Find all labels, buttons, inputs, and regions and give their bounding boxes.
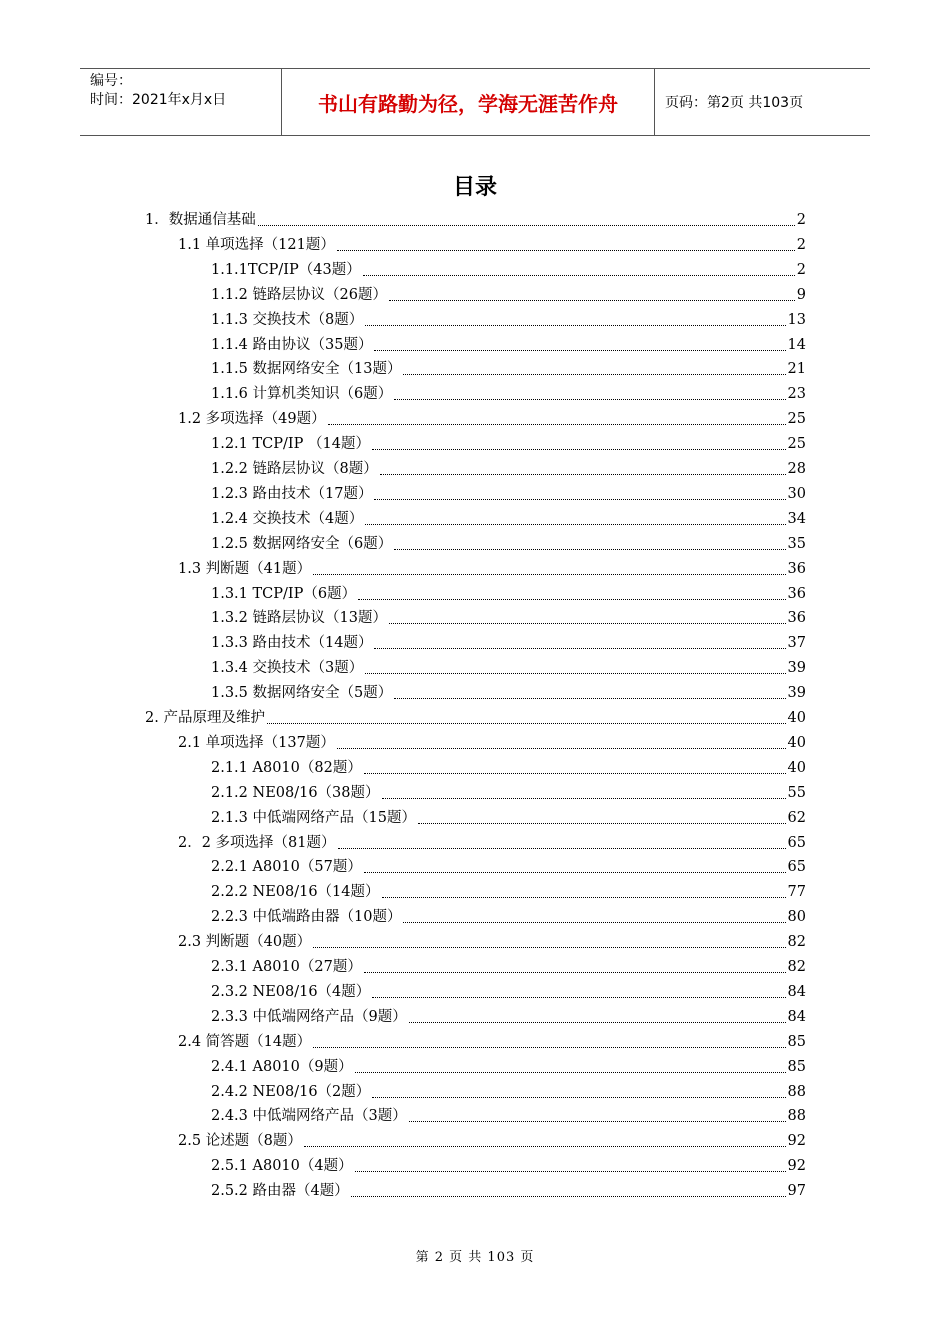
toc-entry-title: 1.3.5 数据网络安全（5题）: [211, 685, 393, 702]
toc-entry-title: 2.4.2 NE08/16（2题）: [211, 1083, 371, 1100]
toc-entry[interactable]: [211, 1080, 806, 1105]
toc-entry[interactable]: [211, 432, 806, 457]
toc-dot-leader: [372, 449, 786, 450]
toc-entry[interactable]: [211, 582, 806, 607]
toc-dot-leader: [328, 424, 786, 425]
toc-entry-page: 92: [787, 1133, 806, 1150]
toc-entry-page: 82: [787, 959, 806, 975]
toc-entry[interactable]: [211, 1179, 806, 1204]
toc-entry-title: 1.2.4 交换技术（4题）: [211, 510, 364, 527]
toc-dot-leader: [313, 1047, 785, 1048]
toc-entry[interactable]: [211, 308, 806, 333]
toc-dot-leader: [409, 1022, 786, 1023]
toc-entry[interactable]: [178, 831, 806, 856]
toc-entry[interactable]: [211, 880, 806, 905]
toc-entry-page: 2: [796, 236, 806, 253]
toc-dot-leader: [374, 499, 785, 500]
toc-dot-leader: [382, 798, 786, 799]
toc-entry-title: 1.1.3 交换技术（8题）: [211, 311, 364, 328]
toc-dot-leader: [372, 997, 785, 998]
header-page-info: 页码：第2页 共103页: [665, 95, 804, 111]
toc-entry[interactable]: [178, 557, 806, 582]
toc-entry-title: 1.2 多项选择（49题）: [178, 411, 326, 428]
toc-entry[interactable]: [178, 731, 806, 756]
toc-dot-leader: [374, 350, 785, 351]
toc-dot-leader: [304, 1146, 786, 1147]
toc-entry[interactable]: [211, 1154, 806, 1179]
toc-entry-title: 2.1.2 NE08/16（38题）: [211, 784, 380, 801]
toc-entry-title: 1.2.1 TCP/IP （14题）: [211, 436, 370, 453]
toc-entry[interactable]: [211, 357, 806, 382]
toc-dot-leader: [313, 574, 785, 575]
toc-dot-leader: [363, 275, 795, 276]
toc-entry-title: 1.1.4 路由协议（35题）: [211, 336, 373, 353]
toc-entry-title: 2.2.2 NE08/16（14题）: [211, 884, 380, 901]
toc-dot-leader: [267, 723, 786, 724]
toc-entry-page: 97: [787, 1183, 806, 1200]
toc-dot-leader: [418, 823, 786, 824]
toc-entry-page: 34: [787, 510, 806, 527]
toc-entry-page: 77: [787, 884, 806, 901]
toc-entry-page: 36: [787, 560, 806, 577]
toc-entry-page: 2: [796, 212, 806, 228]
toc-entry-title: 1.2.2 链路层协议（8题）: [211, 461, 378, 477]
toc-entry[interactable]: [211, 333, 806, 358]
toc-entry-title: 2. 产品原理及维护: [145, 710, 265, 726]
toc-entry-title: 1.2.5 数据网络安全（6题）: [211, 535, 393, 552]
toc-dot-leader: [364, 773, 786, 774]
toc-entry[interactable]: [211, 781, 806, 806]
toc-entry-page: 9: [796, 286, 806, 303]
toc-entry[interactable]: [211, 382, 806, 407]
toc-dot-leader: [258, 225, 795, 226]
toc-entry-page: 84: [787, 983, 806, 1000]
header-motto: 书山有路勤为径，学海无涯苦作舟: [282, 69, 655, 135]
page-footer: 第 2 页 共 103 页: [415, 1250, 535, 1265]
toc-entry-page: 21: [787, 361, 806, 378]
toc-dot-leader: [355, 1072, 786, 1073]
toc-entry-page: 85: [787, 1058, 806, 1075]
toc-entry[interactable]: [211, 606, 806, 631]
toc-entry-page: 62: [787, 809, 806, 826]
toc-entry-page: 65: [787, 834, 806, 851]
toc-entry[interactable]: [211, 1055, 806, 1080]
toc-entry[interactable]: [178, 930, 806, 955]
toc-entry-page: 28: [787, 461, 806, 477]
toc-entry[interactable]: [178, 1030, 806, 1055]
toc-entry-page: 36: [787, 585, 806, 602]
toc-dot-leader: [337, 250, 795, 251]
toc-entry-title: 2.5.2 路由器（4题）: [211, 1183, 349, 1200]
toc-dot-leader: [394, 698, 785, 699]
toc-dot-leader: [365, 325, 785, 326]
toc-dot-leader: [409, 1121, 786, 1122]
toc-dot-leader: [382, 897, 786, 898]
toc-entry-title: 1.1 单项选择（121题）: [178, 236, 335, 253]
toc-dot-leader: [380, 474, 786, 475]
toc-entry-title: 1.3.4 交换技术（3题）: [211, 660, 364, 677]
toc-entry-title: 2.3.3 中低端网络产品（9题）: [211, 1008, 407, 1025]
toc-entry-page: 40: [787, 710, 806, 726]
toc-dot-leader: [338, 848, 786, 849]
toc-entry-title: 2.4.1 A8010（9题）: [211, 1058, 353, 1075]
toc-entry-title: 2.5.1 A8010（4题）: [211, 1158, 353, 1175]
toc-entry-page: 65: [787, 859, 806, 876]
header-number: 编号：: [90, 73, 132, 89]
header-meta: [80, 69, 282, 135]
toc-entry-title: 2.2.3 中低端路由器（10题）: [211, 909, 402, 926]
toc-dot-leader: [355, 1171, 786, 1172]
toc-entry-page: 82: [787, 934, 806, 951]
toc-entry-title: 2.1 单项选择（137题）: [178, 734, 335, 751]
toc-entry-title: 2.3.2 NE08/16（4题）: [211, 983, 371, 1000]
toc-entry[interactable]: [211, 806, 806, 831]
toc-entry-title: 1.1.2 链路层协议（26题）: [211, 286, 387, 303]
toc-entry-title: 2.3 判断题（40题）: [178, 934, 312, 951]
header-time: 时间：2021年x月x日: [90, 92, 227, 108]
toc-entry-title: 2.3.1 A8010（27题）: [211, 959, 362, 975]
toc-entry-page: 23: [787, 386, 806, 403]
toc-dot-leader: [389, 623, 786, 624]
toc-entry[interactable]: [178, 233, 806, 258]
toc-entry[interactable]: [211, 855, 806, 880]
toc-entry-title: 2．2 多项选择（81题）: [178, 834, 336, 851]
toc-entry-page: 39: [787, 685, 806, 702]
toc-dot-leader: [365, 673, 785, 674]
toc-entry[interactable]: [211, 258, 806, 283]
toc-entry-title: 2.2.1 A8010（57题）: [211, 859, 362, 876]
toc-entry-page: 92: [787, 1158, 806, 1175]
toc-entry-page: 85: [787, 1033, 806, 1050]
toc-entry-title: 1．数据通信基础: [145, 212, 256, 228]
toc-dot-leader: [389, 300, 795, 301]
toc-entry[interactable]: [211, 980, 806, 1005]
toc-dot-leader: [313, 947, 785, 948]
toc-entry-page: 36: [787, 610, 806, 627]
toc-entry-page: 25: [787, 436, 806, 453]
toc-entry-page: 14: [787, 336, 806, 353]
toc-entry[interactable]: [211, 482, 806, 507]
toc-entry-page: 2: [796, 261, 806, 278]
toc-entry[interactable]: [178, 407, 806, 432]
toc-entry[interactable]: [178, 1129, 806, 1154]
page-title: 目录: [452, 175, 497, 200]
toc-entry-title: 2.4.3 中低端网络产品（3题）: [211, 1108, 407, 1125]
toc-entry-page: 80: [787, 909, 806, 926]
toc-dot-leader: [364, 872, 786, 873]
toc-entry[interactable]: [145, 208, 806, 233]
toc-entry[interactable]: [211, 457, 806, 482]
toc-entry-title: 2.5 论述题（8题）: [178, 1133, 302, 1150]
toc-entry[interactable]: [211, 507, 806, 532]
toc-entry[interactable]: [211, 756, 806, 781]
toc-entry-page: 88: [787, 1108, 806, 1125]
toc-entry-title: 2.1.1 A8010（82题）: [211, 759, 362, 776]
toc-dot-leader: [403, 374, 785, 375]
toc-dot-leader: [337, 748, 786, 749]
toc-entry[interactable]: [211, 681, 806, 706]
toc-entry-page: 30: [787, 485, 806, 502]
toc-dot-leader: [403, 922, 785, 923]
toc-entry-title: 1.3.3 路由技术（14题）: [211, 635, 373, 652]
toc-entry[interactable]: [211, 1005, 806, 1030]
toc-entry[interactable]: [211, 955, 806, 980]
toc-entry[interactable]: [211, 905, 806, 930]
toc-entry-title: 1.3.2 链路层协议（13题）: [211, 610, 387, 627]
toc-entry-title: 2.1.3 中低端网络产品（15题）: [211, 809, 416, 826]
toc-entry-title: 1.3 判断题（41题）: [178, 560, 312, 577]
toc-entry-page: 84: [787, 1008, 806, 1025]
toc-entry[interactable]: [211, 1104, 806, 1129]
toc-entry-page: 88: [787, 1083, 806, 1100]
toc-dot-leader: [358, 599, 785, 600]
toc-entry-title: 2.4 简答题（14题）: [178, 1033, 312, 1050]
toc-entry-title: 1.1.5 数据网络安全（13题）: [211, 361, 402, 378]
toc-dot-leader: [394, 549, 785, 550]
toc-entry-title: 1.2.3 路由技术（17题）: [211, 485, 373, 502]
toc-entry[interactable]: [211, 656, 806, 681]
toc-entry[interactable]: [211, 283, 806, 308]
toc-entry[interactable]: [211, 631, 806, 656]
toc-entry-page: 25: [787, 411, 806, 428]
toc-entry-title: 1.3.1 TCP/IP（6题）: [211, 585, 357, 602]
toc-entry-page: 35: [787, 535, 806, 552]
toc-entry-title: 1.1.6 计算机类知识（6题）: [211, 386, 393, 403]
toc-entry-page: 55: [787, 784, 806, 801]
toc-entry-page: 39: [787, 660, 806, 677]
toc-dot-leader: [365, 524, 785, 525]
toc-entry[interactable]: [211, 532, 806, 557]
page-header: [80, 68, 870, 136]
toc-entry[interactable]: [145, 706, 806, 731]
toc-dot-leader: [372, 1097, 785, 1098]
toc-entry-page: 40: [787, 759, 806, 776]
toc-entry-page: 13: [787, 311, 806, 328]
toc-entry-page: 40: [787, 734, 806, 751]
toc-entry-title: 1.1.1TCP/IP（43题）: [211, 261, 361, 278]
toc-dot-leader: [351, 1196, 786, 1197]
toc-dot-leader: [374, 648, 785, 649]
toc-dot-leader: [394, 399, 785, 400]
toc-dot-leader: [364, 972, 786, 973]
toc-entry-page: 37: [787, 635, 806, 652]
